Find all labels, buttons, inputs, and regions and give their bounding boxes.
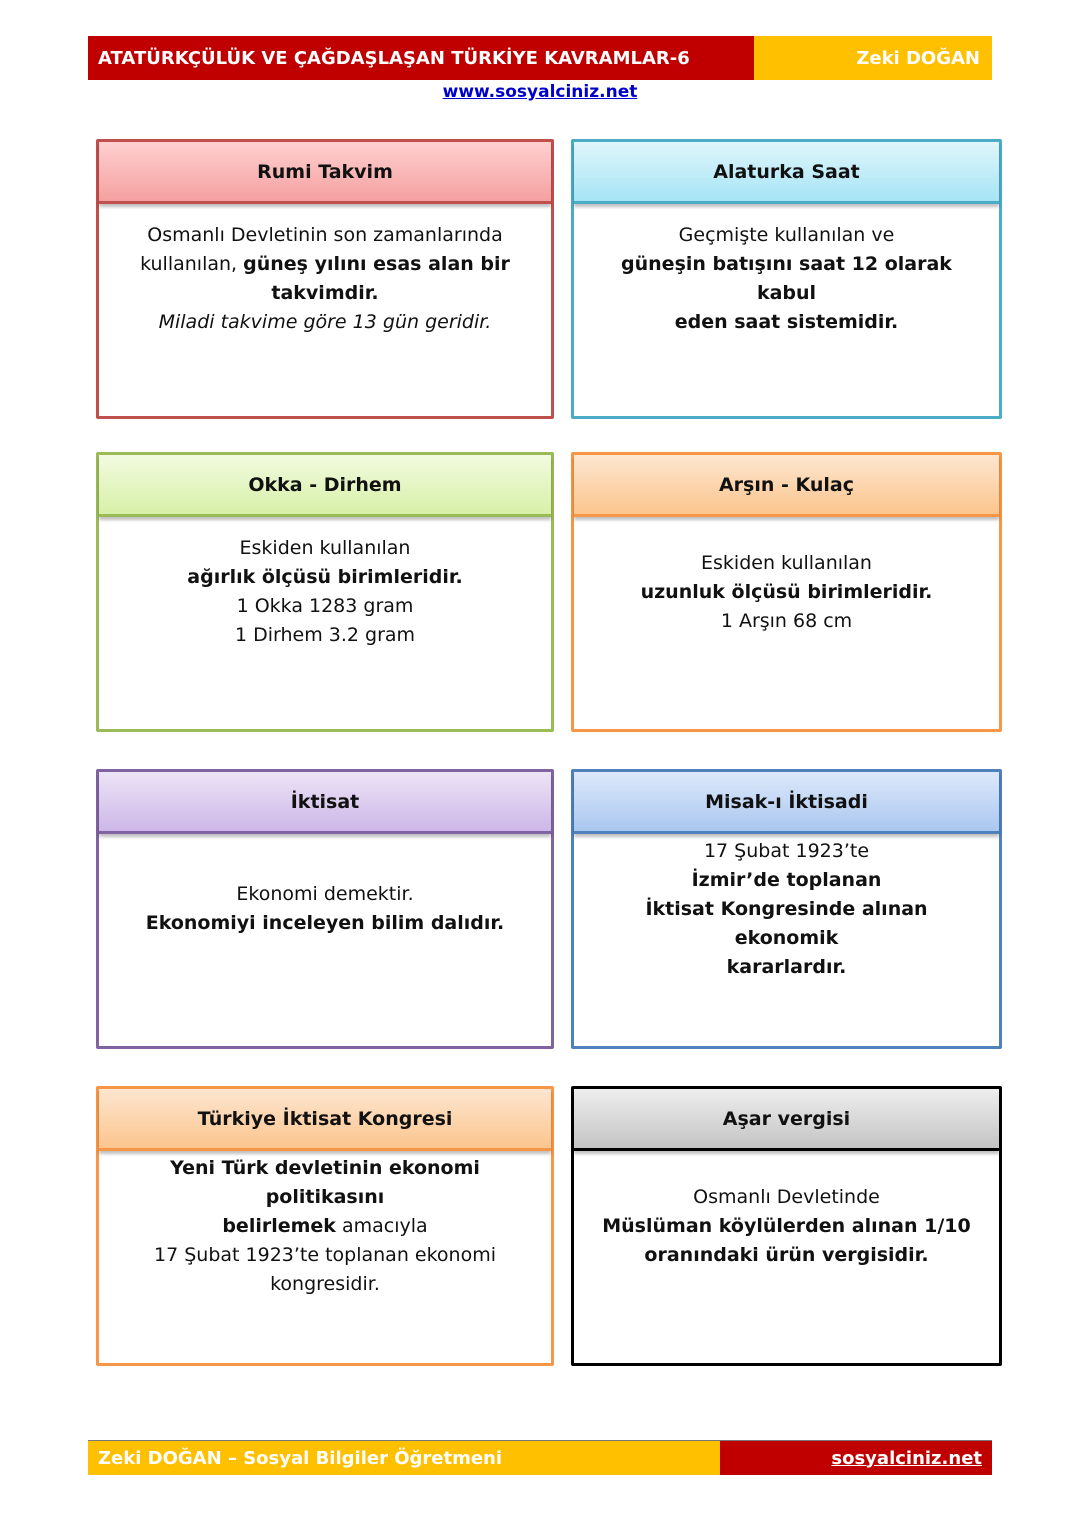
card-title: Aşar vergisi (574, 1089, 999, 1151)
footer-website-link[interactable]: sosyalciniz.net (720, 1441, 992, 1475)
card-body: Ekonomi demektir. Ekonomiyi inceleyen bilim dalıdır. (145, 883, 505, 934)
card-title: Okka - Dirhem (99, 455, 551, 517)
header-author: Zeki DOĞAN (754, 36, 992, 80)
card-body: 17 Şubat 1923’te İzmir’de toplanan İktisat Kongresinde alınan ekonomik kararlardır. (645, 839, 928, 978)
card-body: Osmanlı Devletinin son zamanlarında kullanılan, güneş yılını esas alan bir takvimdir. Miladi takvime göre 13 gün geridir. (140, 224, 510, 333)
card-rumi-takvim (96, 139, 554, 419)
card-body: Geçmişte kullanılan ve güneşin batışını saat 12 olarak kabul eden saat sistemidir. (621, 224, 952, 333)
card-title: Misak-ı İktisadi (574, 772, 999, 834)
card-misak-i-iktisadi (571, 769, 1002, 1049)
card-title: Alaturka Saat (574, 142, 999, 204)
card-body: Osmanlı Devletinde Müslüman köylülerden alınan 1/10 oranındaki ürün vergisidir. (602, 1185, 971, 1266)
card-title: Rumi Takvim (99, 142, 551, 204)
card-body: Eskiden kullanılan ağırlık ölçüsü birimleridir. 1 Okka 1283 gram 1 Dirhem 3.2 gram (187, 537, 463, 646)
card-body: Yeni Türk devletinin ekonomi politikasını belirlemek amacıyla 17 Şubat 1923’te toplanan ekonomi kongresidir. (154, 1156, 496, 1295)
card-arsin-kulac (571, 452, 1002, 732)
card-title: Türkiye İktisat Kongresi (99, 1089, 551, 1151)
card-asar-vergisi (571, 1086, 1002, 1366)
footer-author: Zeki DOĞAN – Sosyal Bilgiler Öğretmeni (88, 1441, 720, 1475)
website-link[interactable]: www.sosyalciniz.net (442, 82, 638, 102)
header-title: ATATÜRKÇÜLÜK VE ÇAĞDAŞLAŞAN TÜRKİYE KAVRAMLAR-6 (88, 36, 754, 80)
header-bar (88, 36, 992, 80)
card-title: Arşın - Kulaç (574, 455, 999, 517)
card-title: İktisat (99, 772, 551, 834)
card-alaturka-saat (571, 139, 1002, 419)
card-body: Eskiden kullanılan uzunluk ölçüsü birimleridir. 1 Arşın 68 cm (640, 551, 933, 632)
card-iktisat (96, 769, 554, 1049)
card-okka-dirhem (96, 452, 554, 732)
footer-bar (88, 1440, 992, 1475)
card-turkiye-iktisat-kongresi (96, 1086, 554, 1366)
